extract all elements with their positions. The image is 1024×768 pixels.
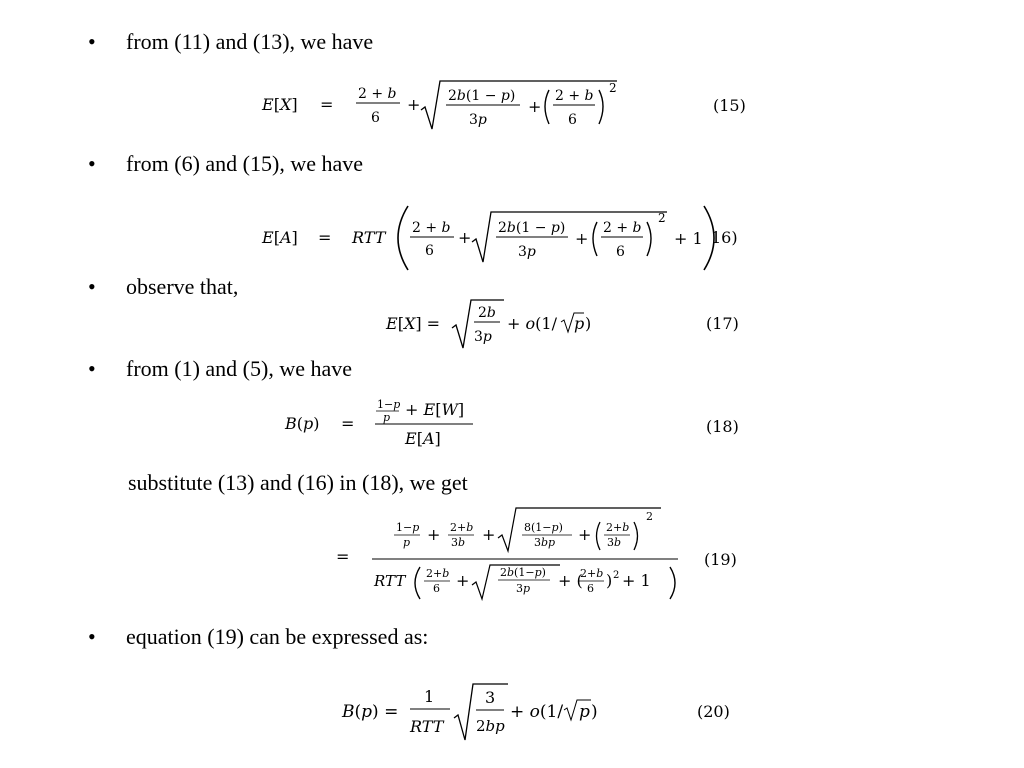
svg-text:3p: 3p [518,244,536,260]
bullet-marker: • [88,624,96,649]
svg-text:2b(1 − p): 2b(1 − p) [498,220,566,236]
svg-text:6: 6 [568,112,577,128]
svg-text:1−p: 1−p [377,398,401,411]
svg-text:3p: 3p [516,582,531,595]
equation-20 [342,680,612,744]
svg-text:+ 1: + 1 [674,229,703,248]
svg-text:6: 6 [371,110,380,126]
equation-16 [262,202,722,274]
svg-text:2: 2 [646,510,653,523]
equation-number: (17) [706,314,739,333]
bullet-text: from (6) and (15), we have [126,151,364,176]
bullet-marker: • [88,151,96,176]
svg-text:3bp: 3bp [534,536,556,549]
svg-text:+ E[W]: + E[W] [405,400,465,419]
svg-text:2+b: 2+b [426,567,450,580]
svg-text:E[A]: E[A] [405,429,441,448]
svg-text:): ) [585,314,592,333]
svg-text:+ o(1/: + o(1/ [510,702,564,722]
svg-text:+: + [482,525,496,544]
svg-text:+: + [458,228,472,247]
svg-text:3p: 3p [469,112,487,128]
svg-text:B(p) =: B(p) = [342,702,399,722]
svg-text:2+b: 2+b [450,521,474,534]
svg-text:6: 6 [587,582,594,595]
svg-text:+: + [578,525,592,544]
bullet-marker: • [88,274,96,299]
svg-text:): ) [606,571,613,590]
svg-text:RTT: RTT [410,717,444,736]
svg-text:8(1−p): 8(1−p) [524,521,563,534]
equation-number: (19) [704,550,737,569]
svg-text:6: 6 [425,243,434,259]
svg-text:2: 2 [658,211,666,225]
svg-text:B(p): B(p) [285,414,320,433]
svg-text:1: 1 [424,687,435,706]
equation-number: (18) [706,417,739,436]
svg-text:p: p [383,411,391,424]
svg-text:2b: 2b [478,305,496,321]
svg-text:+: + [528,97,542,116]
bullet-text: observe that, [126,274,239,299]
svg-text:3p: 3p [474,329,492,345]
svg-text:2bp: 2bp [476,717,505,735]
svg-text:+: + [427,525,441,544]
substitute-text: substitute (13) and (16) in (18), we get [128,470,468,495]
equation-number: (15) [713,96,746,115]
svg-text:+: + [456,571,470,590]
equation-19 [336,505,686,605]
equation-18 [285,396,485,450]
equation-15 [262,76,622,136]
svg-text:=: = [336,547,350,566]
svg-text:+ 1: + 1 [622,571,651,590]
svg-text:2 + b: 2 + b [412,220,451,236]
svg-text:6: 6 [616,244,625,260]
equation-number: (20) [697,702,730,721]
svg-text:p: p [403,536,411,549]
svg-text:2b(1−p): 2b(1−p) [500,566,546,579]
svg-text:+: + [407,95,421,114]
svg-text:+ (: + ( [558,571,583,590]
svg-text:+ o(1/: + o(1/ [507,314,557,333]
svg-text:6: 6 [433,582,440,595]
svg-text:2: 2 [609,81,617,95]
bullet-marker: • [88,29,96,54]
bullet-marker: • [88,356,96,381]
svg-text:2 + b: 2 + b [603,220,642,236]
svg-text:3b: 3b [607,536,622,549]
svg-text:E[X]: E[X] [262,95,298,114]
svg-text:2b(1 − p): 2b(1 − p) [448,88,516,104]
svg-text:1−p: 1−p [396,521,420,534]
svg-text:=: = [320,95,334,114]
svg-text:p: p [574,314,585,333]
svg-text:p: p [579,702,590,722]
bullet-text: from (1) and (5), we have [126,356,353,381]
svg-text:2+b: 2+b [580,567,604,580]
bullet-text: from (11) and (13), we have [126,29,374,54]
svg-text:): ) [591,702,598,722]
svg-text:2 + b: 2 + b [555,88,594,104]
svg-text:2+b: 2+b [606,521,630,534]
svg-text:RTT: RTT [352,228,386,247]
svg-text:3b: 3b [451,536,466,549]
svg-text:RTT: RTT [374,572,406,590]
svg-text:=: = [318,228,332,247]
svg-text:2: 2 [613,570,620,581]
svg-text:E[X] =: E[X] = [386,314,441,333]
svg-text:+: + [575,229,589,248]
equation-number: 16) [711,228,738,247]
bullet-text: equation (19) can be expressed as: [126,624,429,649]
svg-text:E[A]: E[A] [262,228,298,247]
svg-text:3: 3 [485,688,496,707]
equation-17 [386,296,626,354]
svg-text:=: = [341,414,355,433]
svg-text:2 + b: 2 + b [358,86,397,102]
